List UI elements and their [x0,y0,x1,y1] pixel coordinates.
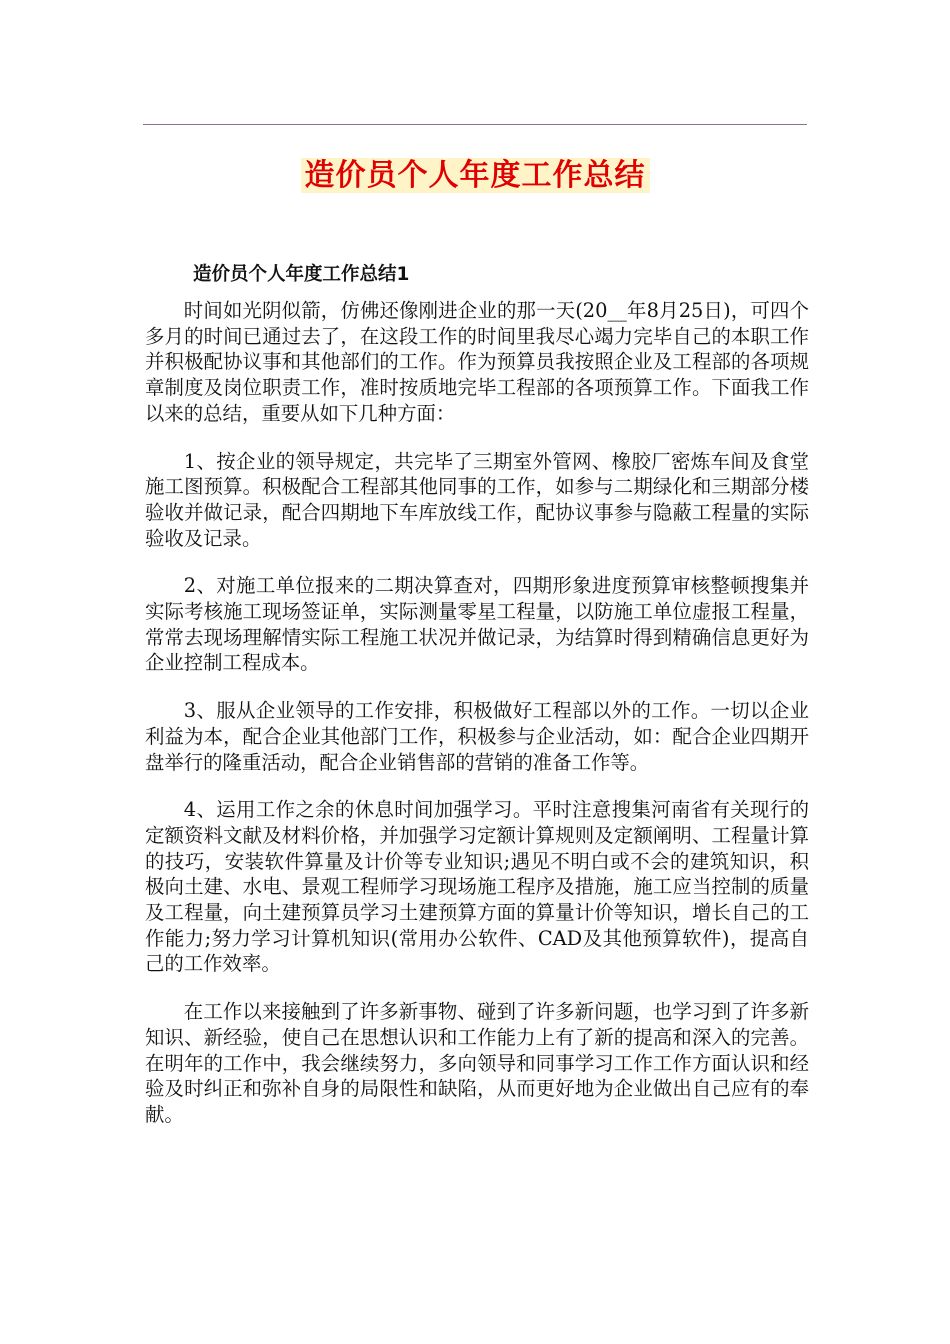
paragraph-conclusion: 在工作以来接触到了许多新事物、碰到了许多新问题，也学习到了许多新知识、新经验，使自己在思想认识和工作能力上有了新的提高和深入的完善。在明年的工作中，我会继续努力，多向领导和同事学习工作工作方面认识和经验及时纠正和弥补自身的局限性和缺陷，从而更好地为企业做出自己应有的奉献。 [145,1000,809,1126]
paragraph-intro: 时间如光阴似箭，仿佛还像刚进企业的那一天(20__年8月25日)，可四个多月的时间已通过去了，在这段工作的时间里我尽心竭力完毕自己的本职工作并积极配协议事和其他部们的工作。作为预算员我按照企业及工程部的各项规章制度及岗位职责工作，准时按质地完毕工程部的各项预算工作。下面我工作以来的总结，重要从如下几种方面： [145,299,809,425]
document-title-text: 造价员个人年度工作总结 [301,158,650,193]
header-rule [143,124,807,125]
document-title [0,152,950,200]
section-heading: 造价员个人年度工作总结1 [193,264,410,285]
paragraph-item-2: 2、对施工单位报来的二期决算查对，四期形象进度预算审核整顿搜集并实际考核施工现场签证单，实际测量零星工程量，以防施工单位虚报工程量，常常去现场理解情实际工程施工状况并做记录，为结算时得到精确信息更好为企业控制工程成本。 [145,574,809,675]
document-body [145,298,809,1150]
paragraph-item-1: 1、按企业的领导规定，共完毕了三期室外管网、橡胶厂密炼车间及食堂施工图预算。积极配合工程部其他同事的工作，如参与二期绿化和三期部分楼验收并做记录，配合四期地下车库放线工作，配协议事参与隐蔽工程量的实际验收及记录。 [145,449,809,550]
paragraph-item-4: 4、运用工作之余的休息时间加强学习。平时注意搜集河南省有关现行的定额资料文献及材料价格，并加强学习定额计算规则及定额阐明、工程量计算的技巧，安装软件算量及计价等专业知识;遇见不明白或不会的建筑知识，积极向土建、水电、景观工程师学习现场施工程序及措施，施工应当控制的质量及工程量，向土建预算员学习土建预算方面的算量计价等知识，增长自己的工作能力;努力学习计算机知识(常用办公软件、CAD及其他预算软件)，提高自己的工作效率。 [145,798,809,976]
paragraph-item-3: 3、服从企业领导的工作安排，积极做好工程部以外的工作。一切以企业利益为本，配合企业其他部门工作，积极参与企业活动，如：配合企业四期开盘举行的隆重活动，配合企业销售部的营销的准备工作等。 [145,699,809,774]
